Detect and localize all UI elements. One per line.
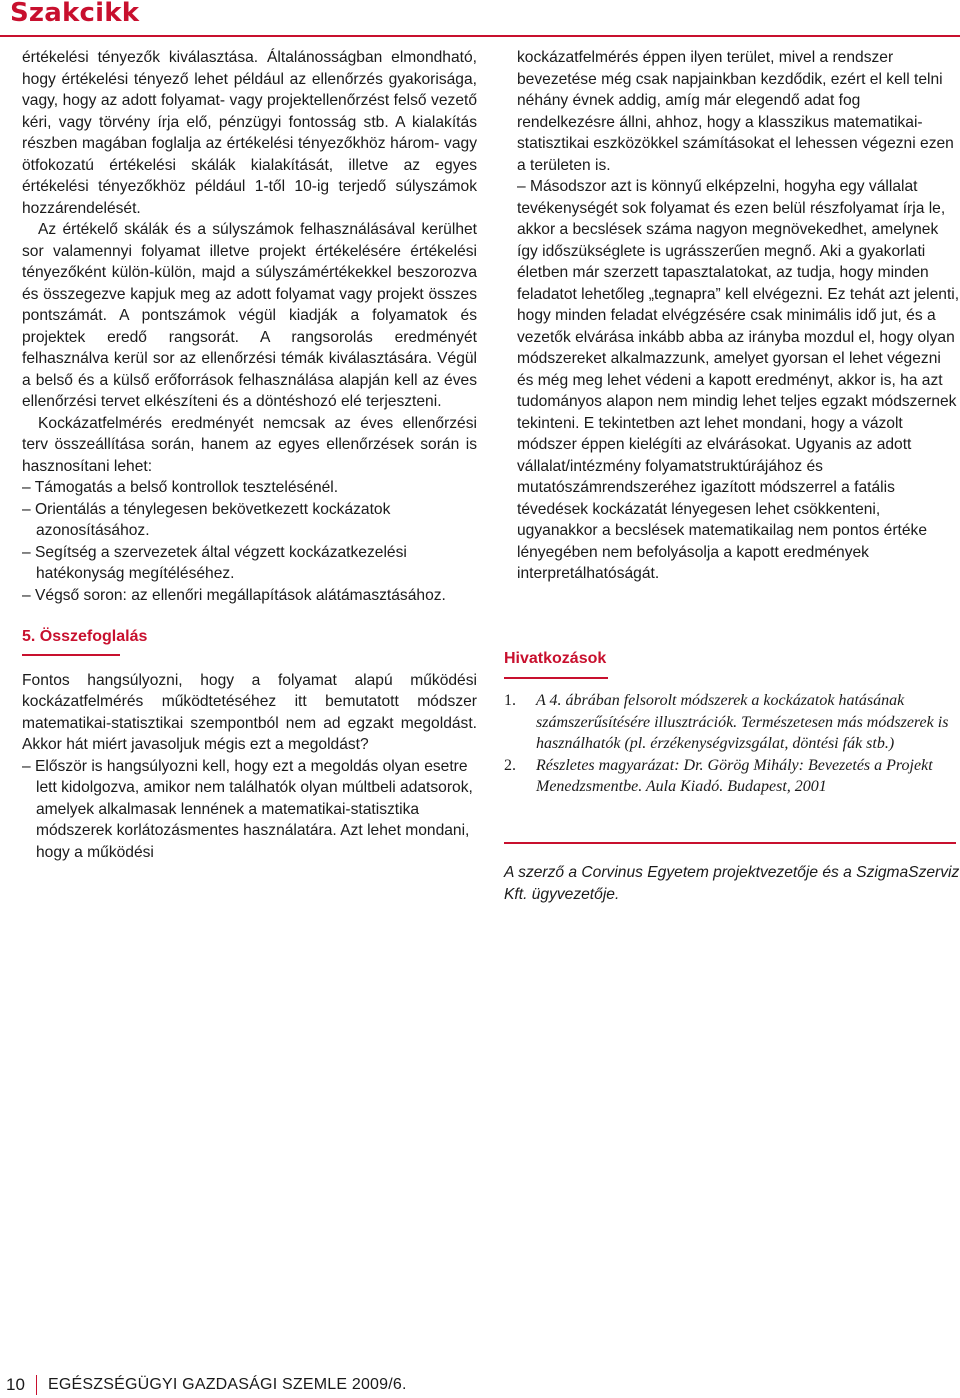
references-heading: Hivatkozások [504, 650, 607, 667]
page-number: 10 [6, 1375, 25, 1394]
reference-item [504, 755, 960, 798]
header-rule [0, 35, 960, 37]
footer-divider [36, 1375, 37, 1395]
section-rule [22, 654, 120, 656]
list-item: – Támogatás a belső kontrollok tesztelésénél. [22, 479, 339, 496]
journal-name: EGÉSZSÉGÜGYI GAZDASÁGI SZEMLE 2009/6. [48, 1376, 407, 1393]
left-column [22, 47, 477, 863]
reference-item [504, 690, 960, 755]
section-heading: 5. Összefoglalás [22, 628, 148, 645]
page-footer [0, 1373, 960, 1397]
right-column [517, 47, 960, 585]
paragraph: értékelési tényezők kiválasztása. Általánosságban elmondható, hogy értékelési tényező lehet például az ellenőrzés gyakorisága, vagy, hogy az adott folyamat- vagy projektellenőrzést felső vezető kéri, vagy törvény írja elő, pénzügyi fontosság stb. A kialakítás részben magában foglalja az értékelési tényezőkhöz három- vagy ötfokozatú értékelési skálák kialakítását, illetve az egyes értékelési tényezőkhöz például 1-től 10-ig terjedő súlyszámok hozzárendelését. [22, 49, 477, 217]
bullet-list [22, 477, 477, 606]
paragraph: Fontos hangsúlyozni, hogy a folyamat alapú működési kockázatfelmérés működtetéséhez itt bemutatott módszer matematikai-statisztikai szempontból nem ad egzakt megoldást. Akkor hát miért javasoljuk mégis ezt a megoldást? [22, 671, 477, 753]
references-list [504, 690, 960, 798]
author-note: A szerző a Corvinus Egyetem projektvezetője és a SzigmaSzerviz Kft. ügyvezetője. [504, 864, 960, 903]
author-rule [504, 842, 956, 844]
paragraph: Az értékelő skálák és a súlyszámok felhasználásával kerülhet sor valamennyi folyamat illetve projekt értékelésére értékelési tényezőként külön-külön, majd a súlyszámértékekkel beszorozva és összegezve kapjuk meg az adott folyamat vagy projekt összes pontszámát. A pontszámok végül kiadják a folyamatok és projektek eredő rangsorát. A rangsorolás eredményét felhasználva kerül sor az ellenőrzési témák kiválasztására. Végül a belső és a külső erőforrások felhasználása alapján kell az éves ellenőrzési tervet elkészíteni és a döntéshozó elé terjeszteni. [22, 221, 477, 410]
references-rule [504, 677, 608, 679]
list-item: – Végső soron: az ellenőri megállapítások alátámasztásához. [22, 586, 446, 604]
reference-number: 1. [504, 692, 516, 709]
page-section-title: Szakcikk [10, 0, 140, 28]
reference-text: A 4. ábrában felsorolt módszerek a kockázatok hatásának számszerűsítésére illusztrációk. Természetesen más módszerek is használhatók (pl. érzékenységvizsgálat, döntési fák stb.) [536, 692, 949, 752]
paragraph: kockázatfelmérés éppen ilyen terület, mivel a rendszer bevezetése még csak napjainkban kezdődik, ezért el kell telni néhány évnek addig, amíg már elegendő adat fog rendelkezésre állni, ahhoz, hogy a klasszikus matematikai-statisztikai eszközökkel számításokat el lehessen végezni ezen a területen is. [517, 49, 954, 174]
list-item: – Először is hangsúlyozni kell, hogy ezt a megoldás olyan esetre lett kidolgozva, amikor nem találhatók olyan múltbeli adatsorok, amelyek alkalmasak lennének a matematikai-statisztika módszerek korlátozásmentes használatára. Azt lehet mondani, hogy a működési [22, 757, 473, 861]
reference-text: Részletes magyarázat: Dr. Görög Mihály: Bevezetés a Projekt Menedzsmentbe. Aula Kiadó. Budapest, 2001 [536, 756, 933, 795]
list-item: – Segítség a szervezetek által végzett kockázatkezelési hatékonyság megítéléséhez. [22, 543, 407, 582]
paragraph: Kockázatfelmérés eredményét nemcsak az éves ellenőrzési terv összeállítása során, hanem az egyes ellenőrzések során is hasznosítani lehet: [22, 414, 477, 475]
list-item: – Másodszor azt is könnyű elképzelni, hogyha egy vállalat tevékenységét sok folyamat és ezen belül részfolyamat írja le, akkor a becslések száma nagyon megnövekedhet, amelynek így időszükséglete is ugrásszerűen megnő. Aki a gyakorlati életben már szerzett tapasztalatokat, az tudja, hogy minden feladatot lehetőleg „tegnapra” kell elvégezni. Ez tehát azt jelenti, hogy minden feladat elvégzésére csak minimális idő jut, és a vezetők elvárása inkább abba az irányba mozdul el, hogy olyan módszereket alkalmazzunk, amelyet gyorsan el lehet végezni és még meg lehet védeni a kapott eredményt, akkor is, ha azt tudományos alapon nem mindig lehet teljes egzakt módszernek tekinteni. E tekintetben azt lehet mondani, hogy a vázolt módszer éppen kielégíti az elvárásokat. Ugyanis az adott vállalat/intézmény folyamatstruktúrájához és mutatószámrendszeréhez igazított módszerrel a fatális tévedések kockázatát lényegesen lehet csökkenteni, ugyanakkor a becslések matematikailag nem pontos értéke lényegében nem befolyásolja a kapott eredmények interpretálhatóságát. [517, 178, 960, 582]
list-item: – Orientálás a ténylegesen bekövetkezett kockázatok azonosításához. [22, 500, 391, 539]
reference-number: 2. [504, 756, 516, 774]
